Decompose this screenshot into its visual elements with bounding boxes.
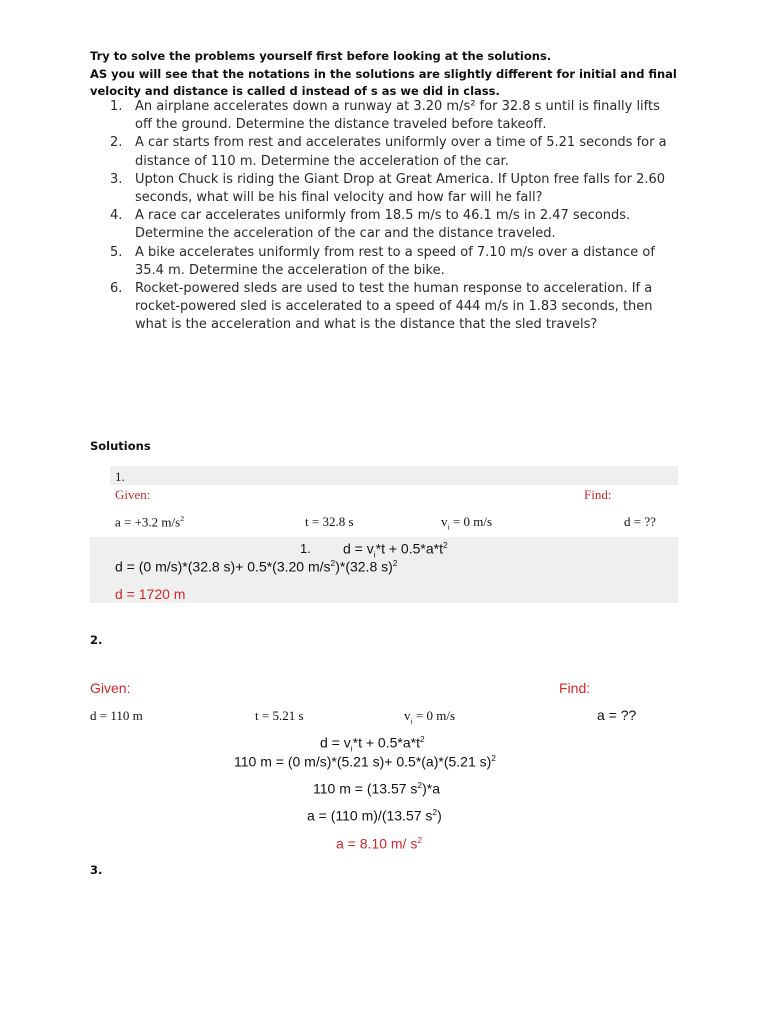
problem-text: Rocket-powered sleds are used to test the human response to acceleration. If a rocket-powered sled is accelerated to a speed of 444 m/s in 1.83 seconds, then what is the acceleration and what is the distance that the sled travels?: [135, 281, 653, 333]
kinematics-equation: $d = v_i*t + 0.5*a*t^2$: [343, 540, 448, 560]
problem-number: 3.: [110, 171, 123, 187]
answer: a = 8.10 m/ $s^2$: [336, 835, 422, 852]
find-label: Find:: [584, 487, 612, 502]
find-label: Find:: [559, 680, 591, 696]
problem-text: A car starts from rest and accelerates uniformly over a time of 5.21 seconds for a distance of 110 m. Determine the acceleration of the car.: [135, 135, 667, 169]
problem-text: A race car accelerates uniformly from 18.5 m/s to 46.1 m/s in 2.47 seconds. Determine the acceleration of the car and the distance traveled.: [135, 208, 631, 242]
given-acceleration: a = +3.2 $m/s^2$: [115, 514, 185, 530]
given-initial-velocity: $v_i = 0$ m/s: [404, 708, 456, 726]
problem-item: [110, 280, 680, 335]
problem-item: [110, 98, 680, 134]
instruction-line-1: Try to solve the problems yourself first before looking at the solutions.: [90, 49, 552, 63]
find-acceleration: a = ??: [597, 707, 637, 723]
given-initial-velocity: $v_i = 0$ m/s: [441, 514, 493, 532]
problem-number: 1.: [110, 99, 123, 114]
rearrangement-step: a = (110 m)/(13.57 $s^2$): [307, 807, 442, 824]
problem-text: Upton Chuck is riding the Giant Drop at Great America. If Upton free falls for 2.60 seconds, what will be his final velocity and how far will he fall?: [135, 171, 666, 206]
simplification-step: 110 m = (13.57 $s^2)*a$: [313, 780, 440, 797]
shaded-band: [110, 466, 678, 485]
substitution: d = (0 m/s)*(32.8 s)+ 0.5*(3.20 $m/s^2)*(32.8$ s)$^2$: [115, 558, 398, 575]
solutions-heading: Solutions: [90, 439, 151, 453]
problem-item: [110, 134, 680, 170]
problem-item: [110, 244, 680, 280]
problem-item: [110, 171, 680, 207]
kinematics-equation: $d = v_i*t + 0.5*a*t^2$: [320, 734, 425, 754]
answer: d = 1720 m: [115, 586, 186, 602]
given-label: Given:: [90, 680, 131, 696]
problem-list: [110, 98, 680, 335]
solution-number: 2.: [90, 633, 103, 647]
substitution: 110 m = (0 m/s)*(5.21 s)+ 0.5*(a)*(5.21 s)$^2$: [234, 753, 496, 770]
problem-number: 5.: [110, 244, 123, 260]
given-distance: d = 110 m: [90, 708, 143, 723]
problem-item: [110, 207, 680, 243]
problem-number: 6.: [110, 281, 123, 297]
problem-number: 4.: [110, 208, 123, 224]
problem-text: A bike accelerates uniformly from rest to a speed of 7.10 m/s over a distance of 35.4 m. Determine the acceleration of the bike.: [135, 244, 655, 278]
given-time: t = 5.21 s: [255, 708, 304, 723]
given-label: Given:: [115, 487, 151, 502]
problem-text: An airplane accelerates down a runway at 3.20 m/s² for 32.8 s until is finally lifts off the ground. Determine the distance traveled before takeoff.: [135, 99, 660, 133]
instruction-line-2: AS you will see that the notations in the solutions are slightly different for initial and final velocity and distance is called d instead of s as we did in class.: [90, 66, 677, 98]
equation-number: 1.: [300, 541, 311, 556]
find-distance: d = ??: [624, 514, 656, 529]
problem-number: 2.: [110, 135, 123, 151]
solution-number: 1.: [115, 469, 125, 484]
given-time: t = 32.8 s: [305, 514, 354, 529]
instructions: [90, 48, 690, 101]
solution-number: 3.: [90, 863, 103, 877]
